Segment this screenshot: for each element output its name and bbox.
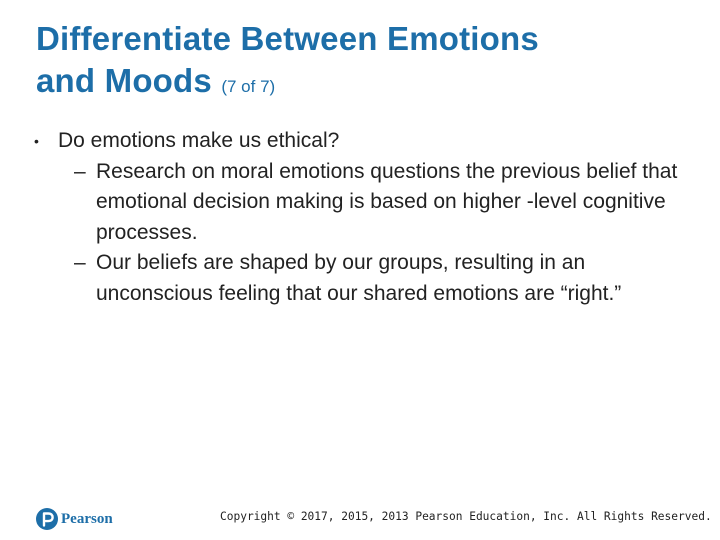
- title-line-1: Differentiate Between Emotions: [36, 20, 539, 57]
- sub-bullet-marker: –: [74, 159, 86, 183]
- bullet-text: Do emotions make us ethical?: [58, 129, 340, 152]
- slide-content: [34, 126, 694, 309]
- sub-bullet-text: Our beliefs are shaped by our groups, resulting in an unconscious feeling that our shared emotions are “right.”: [96, 251, 622, 305]
- copyright-notice: Copyright © 2017, 2015, 2013 Pearson Education, Inc. All Rights Reserved.: [220, 510, 712, 523]
- title-line-2: [36, 60, 686, 108]
- pearson-p-icon: [36, 508, 58, 530]
- slide-title: [36, 18, 686, 108]
- bullet-item: [34, 126, 694, 157]
- pearson-wordmark: Pearson: [61, 510, 113, 527]
- sub-bullet-item-2: [34, 248, 694, 309]
- title-part-indicator: (7 of 7): [221, 77, 276, 96]
- title-line-2-text: and Moods: [36, 62, 212, 99]
- pearson-logo: [36, 505, 113, 533]
- bullet-marker: •: [34, 133, 39, 149]
- sub-bullet-item-1: [34, 157, 694, 249]
- sub-bullet-marker: –: [74, 251, 86, 274]
- sub-bullet-text: Research on moral emotions questions the previous belief that emotional decision making is based on higher -level cognitive processes.: [96, 159, 678, 244]
